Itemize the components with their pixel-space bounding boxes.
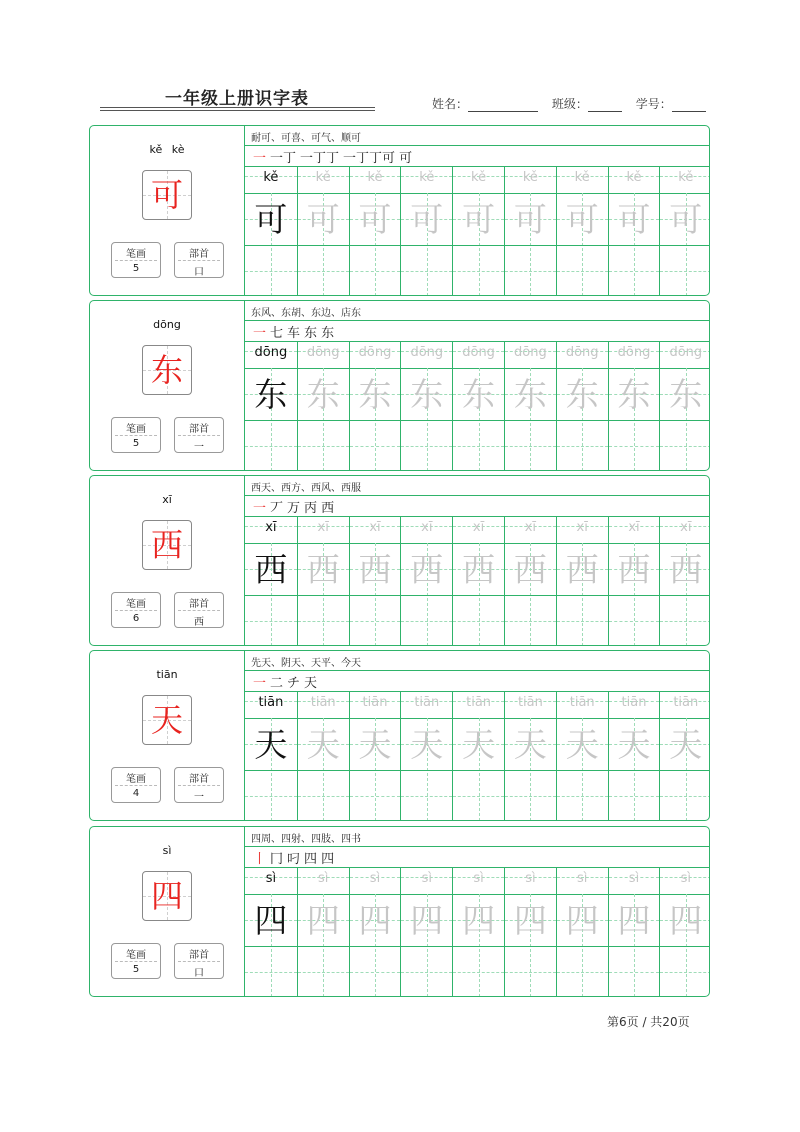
featured-character: 东 [150,351,183,389]
trace-character: 西 [669,549,703,589]
trace-pinyin: dōng [669,345,703,360]
radical-value: 口 [194,267,204,278]
stroke-count-label: 笔画 [126,424,146,435]
practice-cell[interactable] [504,342,556,470]
practice-cell[interactable] [400,517,452,645]
stroke-step: 二 [270,676,284,691]
trace-pinyin: sì [680,871,691,886]
radical-value: 一 [194,792,204,803]
practice-cell[interactable] [349,167,401,295]
trace-pinyin: kě [574,170,590,185]
stroke-count-box [111,767,161,803]
stroke-step: 一丁丁 [300,151,340,166]
trace-character: 四 [669,900,703,940]
stroke-count-box [111,592,161,628]
trace-character: 可 [306,199,340,239]
stroke-step: 万 [287,501,301,516]
trace-pinyin: dōng [410,345,444,360]
trace-pinyin: dōng [358,345,392,360]
character-info-panel [90,476,245,645]
trace-character: 东 [617,374,651,414]
example-words: 四周、四射、四肢、四书 [251,834,361,845]
radical-box [174,943,224,979]
character-info-panel [90,827,245,996]
stroke-step: 天 [304,676,318,691]
model-pinyin: dōng [254,345,288,360]
trace-pinyin: kě [678,170,694,185]
trace-pinyin: tiān [362,695,388,710]
trace-character: 天 [410,724,444,764]
trace-pinyin: kě [471,170,487,185]
trace-character: 东 [462,374,496,414]
trace-character: 四 [358,900,392,940]
radical-box [174,242,224,278]
model-character: 可 [254,199,288,239]
stroke-count-label: 笔画 [126,774,146,785]
stroke-order [253,322,338,341]
practice-cell[interactable] [297,167,349,295]
trace-character: 西 [462,549,496,589]
stroke-step: 四 [304,852,318,867]
radical-value: 西 [194,617,204,628]
stroke-step: チ [287,676,301,691]
stroke-order [253,497,338,516]
stroke-step: 东 [321,326,335,341]
stroke-count-label: 笔画 [126,599,146,610]
trace-character: 东 [513,374,547,414]
trace-character: 东 [410,374,444,414]
stroke-step: 丆 [270,501,284,516]
trace-character: 天 [358,724,392,764]
trace-pinyin: dōng [514,345,547,360]
stroke-step: 车 [287,326,301,341]
character-card [89,475,710,646]
radical-box [174,592,224,628]
character-info-panel [90,301,245,470]
practice-cell[interactable] [556,868,608,996]
trace-pinyin: tiān [466,695,492,710]
trace-character: 天 [513,724,547,764]
trace-character: 天 [306,724,340,764]
trace-character: 天 [462,724,496,764]
stroke-order-row [245,495,709,516]
stroke-step: 冂 [270,852,284,867]
character-card [89,650,710,821]
trace-pinyin: sì [473,871,484,886]
trace-character: 东 [358,374,392,414]
practice-cell[interactable] [245,517,297,645]
trace-character: 天 [617,724,651,764]
stroke-count-label: 笔画 [126,249,146,260]
stroke-count-label: 笔画 [126,950,146,961]
stroke-step: 一 [253,501,267,516]
stroke-step: 东 [304,326,318,341]
radical-label: 部首 [189,424,209,435]
stroke-count-value: 4 [132,788,140,799]
character-box [142,520,192,570]
trace-pinyin: xī [317,520,329,535]
example-words: 耐可、可喜、可气、顺可 [251,133,361,144]
stroke-step: 西 [321,501,335,516]
practice-cell[interactable] [297,868,349,996]
practice-cell[interactable] [608,342,660,470]
trace-pinyin: sì [628,871,640,886]
model-character: 天 [254,724,288,764]
stroke-step: 四 [321,852,335,867]
class-blank[interactable] [588,99,622,112]
stroke-step: 丙 [304,501,318,516]
character-card [89,826,710,997]
practice-cell[interactable] [297,692,349,820]
stroke-step: 叼 [287,852,301,867]
trace-pinyin: kě [367,170,383,185]
trace-character: 可 [462,199,496,239]
character-card [89,300,710,471]
trace-character: 四 [410,900,444,940]
trace-pinyin: xī [576,520,588,535]
practice-cell[interactable] [297,342,349,470]
trace-pinyin: sì [421,871,432,886]
stroke-count-value: 5 [132,964,140,975]
character-box [142,871,192,921]
practice-panel [245,126,709,295]
practice-cell[interactable] [659,167,710,295]
practice-grid [245,867,710,996]
radical-box [174,417,224,453]
practice-cell[interactable] [659,692,710,820]
trace-character: 西 [617,549,651,589]
trace-pinyin: tiān [414,695,440,710]
model-pinyin: kě [263,170,279,185]
character-info-panel [90,651,245,820]
title-underline-2 [100,110,375,111]
character-pinyin: tiān [156,668,178,681]
radical-value: 口 [194,968,204,979]
model-character: 东 [254,374,288,414]
stroke-step: 一 [253,676,267,691]
model-character: 四 [254,900,288,940]
character-pinyin: dōng [153,318,181,331]
trace-pinyin: xī [421,520,433,535]
trace-character: 可 [565,199,599,239]
practice-cell[interactable] [452,517,504,645]
trace-character: 东 [306,374,340,414]
stroke-step: 七 [270,326,284,341]
trace-character: 可 [513,199,547,239]
practice-cell[interactable] [245,692,297,820]
practice-cell[interactable] [556,692,608,820]
model-pinyin: xī [265,520,277,535]
practice-cell[interactable] [400,692,452,820]
featured-character: 西 [150,526,183,564]
practice-cell[interactable] [349,692,401,820]
trace-pinyin: xī [680,520,692,535]
trace-pinyin: kě [522,170,538,185]
practice-cell[interactable] [556,342,608,470]
trace-character: 西 [358,549,392,589]
practice-cell[interactable] [400,868,452,996]
featured-character: 天 [150,701,183,739]
stroke-step: 一 [253,326,267,341]
stroke-step: 一 [253,151,267,166]
trace-pinyin: xī [472,520,485,535]
stroke-count-value: 5 [132,263,140,274]
trace-pinyin: xī [524,520,537,535]
stroke-order [253,848,338,867]
trace-character: 天 [669,724,703,764]
practice-cell[interactable] [452,692,504,820]
radical-label: 部首 [189,774,209,785]
practice-cell[interactable] [245,167,297,295]
practice-panel [245,651,709,820]
model-pinyin: sì [265,871,277,886]
trace-pinyin: tiān [310,695,336,710]
practice-cell[interactable] [659,342,710,470]
practice-cell[interactable] [608,167,660,295]
example-words: 东风、东胡、东边、店东 [251,308,361,319]
trace-pinyin: kě [419,170,435,185]
radical-label: 部首 [189,599,209,610]
practice-cell[interactable] [608,868,660,996]
trace-character: 东 [565,374,599,414]
practice-cell[interactable] [349,342,401,470]
practice-grid [245,166,710,295]
trace-pinyin: sì [577,871,588,886]
practice-cell[interactable] [556,167,608,295]
trace-character: 可 [617,199,651,239]
trace-character: 西 [410,549,444,589]
trace-pinyin: sì [369,871,381,886]
example-words: 先天、阴天、天平、今天 [251,658,361,669]
worksheet-title: 一年级上册识字表 [165,89,309,109]
radical-box [174,767,224,803]
example-words: 西天、西方、西风、西服 [251,483,361,494]
practice-cell[interactable] [504,517,556,645]
id-label: 学号： [635,97,672,111]
practice-cell[interactable] [608,517,660,645]
trace-pinyin: tiān [517,695,543,710]
featured-character: 四 [150,877,183,915]
trace-character: 四 [462,900,496,940]
stroke-step: 一丁 [270,151,297,166]
radical-label: 部首 [189,249,209,260]
stroke-count-box [111,943,161,979]
class-label: 班级： [551,97,588,111]
practice-grid [245,516,710,645]
practice-cell[interactable] [400,167,452,295]
stroke-order [253,672,321,691]
trace-pinyin: dōng [306,345,340,360]
trace-character: 四 [513,900,547,940]
practice-cell[interactable] [349,517,401,645]
trace-character: 可 [410,199,444,239]
name-label: 姓名： [432,97,469,111]
practice-cell[interactable] [556,517,608,645]
trace-pinyin: xī [628,520,640,535]
featured-character: 可 [150,176,183,214]
practice-cell[interactable] [504,167,556,295]
trace-character: 东 [669,374,703,414]
character-pinyin: kě kè [149,143,185,156]
trace-pinyin: dōng [462,345,495,360]
stroke-order-row [245,670,709,691]
stroke-order-row [245,846,709,867]
stroke-count-value: 5 [132,438,140,449]
trace-character: 四 [565,900,599,940]
practice-panel [245,476,709,645]
practice-panel [245,827,709,996]
trace-character: 可 [358,199,392,239]
trace-pinyin: kě [315,170,331,185]
radical-value: 一 [194,442,204,453]
trace-character: 天 [565,724,599,764]
practice-grid [245,341,710,470]
character-box [142,170,192,220]
trace-pinyin: tiān [621,695,647,710]
trace-character: 西 [565,549,599,589]
practice-cell[interactable] [504,868,556,996]
practice-cell[interactable] [349,868,401,996]
practice-cell[interactable] [659,517,710,645]
character-card [89,125,710,296]
model-pinyin: tiān [258,695,284,710]
trace-pinyin: sì [525,871,536,886]
trace-pinyin: dōng [617,345,651,360]
practice-cell[interactable] [245,868,297,996]
stroke-count-value: 6 [132,613,140,624]
practice-grid [245,691,710,820]
stroke-step: 丨 [253,852,267,867]
practice-cell[interactable] [659,868,710,996]
trace-pinyin: sì [318,871,329,886]
stroke-count-box [111,417,161,453]
trace-character: 西 [513,549,547,589]
trace-pinyin: tiān [569,695,595,710]
practice-cell[interactable] [452,868,504,996]
practice-cell[interactable] [245,342,297,470]
model-character: 西 [254,549,288,589]
stroke-step: 可 [399,151,413,166]
stroke-order-row [245,320,709,341]
radical-label: 部首 [189,950,209,961]
page-number: 第6页 / 共20页 [607,1015,690,1029]
trace-pinyin: dōng [565,345,599,360]
trace-character: 西 [306,549,340,589]
character-info-panel [90,126,245,295]
trace-pinyin: xī [369,520,381,535]
practice-cell[interactable] [452,342,504,470]
trace-pinyin: tiān [673,695,699,710]
trace-character: 四 [617,900,651,940]
id-blank[interactable] [672,99,706,112]
name-blank[interactable] [468,99,538,112]
practice-cell[interactable] [608,692,660,820]
trace-pinyin: kě [626,170,642,185]
practice-panel [245,301,709,470]
stroke-order-row [245,145,709,166]
title-underline [100,107,375,108]
character-box [142,695,192,745]
practice-cell[interactable] [297,517,349,645]
student-fields [432,95,706,112]
practice-cell[interactable] [452,167,504,295]
practice-cell[interactable] [400,342,452,470]
stroke-order [253,147,416,166]
trace-character: 可 [669,199,703,239]
character-pinyin: xī [162,493,172,506]
trace-character: 四 [306,900,340,940]
stroke-step: 一丁丁可 [343,151,396,166]
stroke-count-box [111,242,161,278]
character-pinyin: sì [162,844,172,857]
character-box [142,345,192,395]
practice-cell[interactable] [504,692,556,820]
